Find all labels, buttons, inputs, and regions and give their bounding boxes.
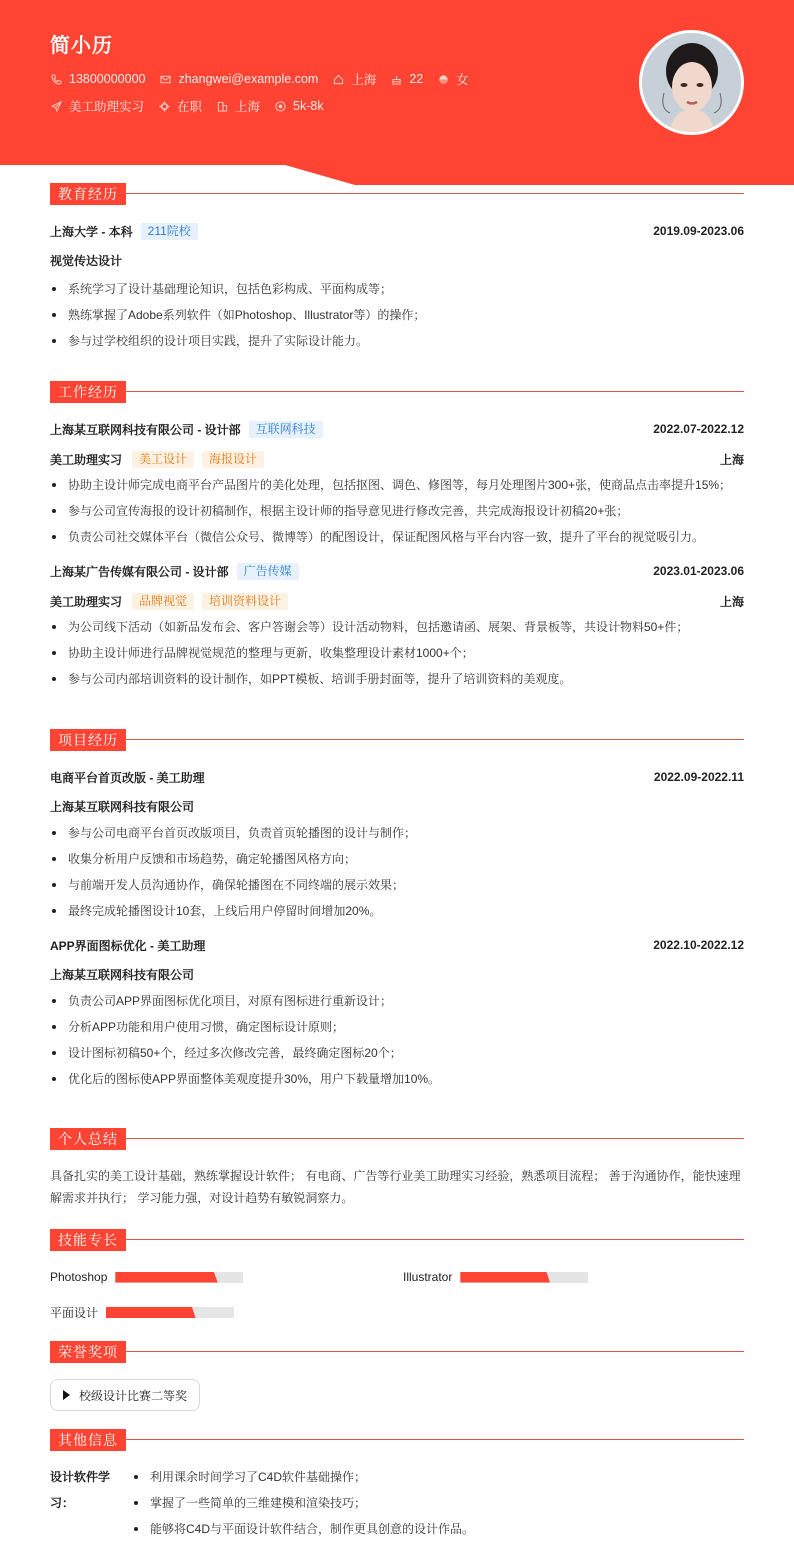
- project-company: 上海某互联网科技有限公司: [50, 968, 195, 982]
- skill-name: Illustrator: [403, 1270, 453, 1284]
- list-item: 参与过学校组织的设计项目实践，提升了实际设计能力。: [50, 328, 744, 354]
- contact-email: zhangwei@example.com: [159, 72, 318, 86]
- work-bullets: [50, 614, 744, 692]
- intent-salary: 5k-8k: [274, 99, 324, 113]
- skill-bar-fill: [460, 1272, 550, 1283]
- resume-header: [0, 0, 794, 185]
- work-city: 上海: [719, 594, 744, 609]
- status-icon: [158, 100, 170, 112]
- section-education: [50, 183, 744, 354]
- list-item: 熟练掌握了Adobe系列软件（如Photoshop、Illustrator等）的操作；: [50, 302, 744, 328]
- industry-tag: 互联网科技: [249, 421, 323, 438]
- other-bullets: [132, 1464, 474, 1542]
- section-skills: [50, 1229, 744, 1251]
- project-row: [50, 936, 744, 954]
- section-title: 个人总结: [50, 1128, 126, 1150]
- list-item: 协助主设计师进行品牌视觉规范的整理与更新，收集整理设计素材1000+个；: [50, 640, 744, 666]
- skill-bar-fill: [115, 1272, 217, 1283]
- work-period: 2022.07-2022.12: [653, 422, 744, 436]
- play-triangle-icon: [63, 1390, 70, 1400]
- skill-bar-fill: [106, 1307, 196, 1318]
- cake-icon: [390, 73, 402, 85]
- contact-gender: 女: [437, 70, 469, 88]
- list-item: 参与公司内部培训资料的设计制作，如PPT模板、培训手册封面等，提升了培训资料的美观度。: [50, 666, 744, 692]
- project-row: [50, 768, 744, 786]
- section-title: 技能专长: [50, 1229, 126, 1251]
- school-name: 上海大学 - 本科: [50, 224, 133, 239]
- list-item: 与前端开发人员沟通协作，确保轮播图在不同终端的展示效果；: [50, 872, 744, 898]
- section-projects: [50, 729, 744, 1092]
- list-item: 负责公司APP界面图标优化项目，对原有图标进行重新设计；: [50, 988, 744, 1014]
- skill-bar: [115, 1272, 243, 1283]
- project-company: 上海某互联网科技有限公司: [50, 800, 195, 814]
- list-item: 参与公司电商平台首页改版项目，负责首页轮播图的设计与制作；: [50, 820, 744, 846]
- skill-name: 平面设计: [50, 1306, 99, 1320]
- other-info-row: [50, 1464, 744, 1542]
- section-header: [50, 1128, 744, 1150]
- intent-position: 美工助理实习: [50, 97, 144, 115]
- list-item: 设计图标初稿50+个，经过多次修改完善，最终确定图标20个；: [50, 1040, 744, 1066]
- section-divider: [120, 1138, 744, 1139]
- list-item: 掌握了一些简单的三维建模和渲染技巧；: [132, 1490, 474, 1516]
- list-item: 最终完成轮播图设计10套，上线后用户停留时间增加20%。: [50, 898, 744, 924]
- section-divider: [120, 1439, 744, 1440]
- company-name: 上海某广告传媒有限公司 - 设计部: [50, 564, 229, 579]
- list-item: 优化后的图标使APP界面整体美观度提升30%，用户下载量增加10%。: [50, 1066, 744, 1092]
- intent-city: 上海: [216, 97, 260, 115]
- project-name: APP界面图标优化 - 美工助理: [50, 938, 206, 953]
- contact-phone: 13800000000: [50, 72, 145, 86]
- major: 视觉传达设计: [50, 254, 123, 268]
- section-divider: [120, 739, 744, 740]
- list-item: 分析APP功能和用户使用习惯，确定图标设计原则；: [50, 1014, 744, 1040]
- education-row: [50, 222, 744, 240]
- school-tag: 211院校: [141, 223, 198, 240]
- role: 美工助理实习: [50, 452, 123, 467]
- project-period: 2022.10-2022.12: [653, 938, 744, 952]
- building-icon: [216, 100, 228, 112]
- section-header: [50, 1341, 744, 1363]
- list-item: 协助主设计师完成电商平台产品图片的美化处理，包括抠图、调色、修图等，每月处理图片300+张，使商品点击率提升15%；: [50, 472, 744, 498]
- work-item: [50, 420, 744, 550]
- section-title: 项目经历: [50, 729, 126, 751]
- avatar-portrait-image: [642, 33, 741, 132]
- work-period: 2023.01-2023.06: [653, 564, 744, 578]
- section-divider: [120, 1351, 744, 1352]
- section-title: 教育经历: [50, 183, 126, 205]
- skill-illustrator: [403, 1270, 588, 1284]
- home-icon: [332, 73, 344, 85]
- section-title: 荣誉奖项: [50, 1341, 126, 1363]
- skill-tag: 海报设计: [202, 451, 264, 468]
- skill-bar: [460, 1272, 588, 1283]
- section-header: [50, 1429, 744, 1451]
- skill-graphic-design: [50, 1304, 234, 1321]
- other-info-key: 设计软件学习：: [50, 1470, 111, 1510]
- section-divider: [120, 193, 744, 194]
- industry-tag: 广告传媒: [237, 563, 299, 580]
- mail-icon: [159, 73, 171, 85]
- list-item: 收集分析用户反馈和市场趋势，确定轮播图风格方向；: [50, 846, 744, 872]
- project-period: 2022.09-2022.11: [653, 770, 744, 784]
- project-bullets: [50, 988, 744, 1092]
- project-name: 电商平台首页改版 - 美工助理: [50, 770, 205, 785]
- award-item[interactable]: [50, 1379, 200, 1411]
- section-header: [50, 183, 744, 205]
- contact-age: 22: [390, 72, 423, 86]
- contact-row: [50, 70, 483, 88]
- education-period: 2019.09-2023.06: [653, 224, 744, 238]
- skill-tag: 美工设计: [132, 451, 194, 468]
- project-item: [50, 768, 744, 924]
- summary-text: 具备扎实的美工设计基础，熟练掌握设计软件； 有电商、广告等行业美工助理实习经验，熟悉项目流程； 善于沟通协作，能快速理解需求并执行； 学习能力强，对设计趋势有敏锐洞察力。: [50, 1169, 741, 1205]
- company-name: 上海某互联网科技有限公司 - 设计部: [50, 422, 241, 437]
- section-header: [50, 729, 744, 751]
- section-title: 工作经历: [50, 381, 126, 403]
- skill-photoshop: [50, 1270, 243, 1284]
- education-bullets: [50, 276, 744, 354]
- list-item: 利用课余时间学习了C4D软件基础操作；: [132, 1464, 474, 1490]
- skill-tag: 培训资料设计: [202, 593, 288, 610]
- project-bullets: [50, 820, 744, 924]
- section-summary: [50, 1128, 744, 1209]
- list-item: 系统学习了设计基础理论知识，包括色彩构成、平面构成等；: [50, 276, 744, 302]
- list-item: 负责公司社交媒体平台（微信公众号、微博等）的配图设计，保证配图风格与平台内容一致，提升了平台的视觉吸引力。: [50, 524, 744, 550]
- skill-bar: [106, 1307, 234, 1318]
- skill-tag: 品牌视觉: [132, 593, 194, 610]
- work-company-row: [50, 420, 744, 438]
- work-company-row: [50, 562, 744, 580]
- section-divider: [120, 391, 744, 392]
- list-item: 为公司线下活动（如新品发布会、客户答谢会等）设计活动物料，包括邀请函、展架、背景板等，共设计物料50+件；: [50, 614, 744, 640]
- section-divider: [120, 1239, 744, 1240]
- gender-icon: [437, 73, 449, 85]
- contact-city: 上海: [332, 70, 376, 88]
- candidate-name: 简小历: [50, 35, 113, 57]
- work-role-row: [50, 450, 744, 468]
- phone-icon: [50, 73, 62, 85]
- section-header: [50, 381, 744, 403]
- work-role-row: [50, 592, 744, 610]
- section-awards: [50, 1341, 744, 1411]
- section-title: 其他信息: [50, 1429, 126, 1451]
- section-work: [50, 381, 744, 692]
- project-item: [50, 936, 744, 1092]
- role: 美工助理实习: [50, 594, 123, 609]
- salary-icon: [274, 100, 286, 112]
- intent-status: 在职: [158, 97, 202, 115]
- job-intent-row: [50, 97, 338, 115]
- list-item: 参与公司宣传海报的设计初稿制作，根据主设计师的指导意见进行修改完善，共完成海报设计初稿20+张；: [50, 498, 744, 524]
- work-city: 上海: [719, 452, 744, 467]
- work-bullets: [50, 472, 744, 550]
- avatar: [639, 30, 744, 135]
- list-item: 能够将C4D与平面设计软件结合，制作更具创意的设计作品。: [132, 1516, 474, 1542]
- award-label: 校级设计比赛二等奖: [79, 1388, 188, 1403]
- skill-name: Photoshop: [50, 1270, 108, 1284]
- send-icon: [50, 100, 62, 112]
- section-header: [50, 1229, 744, 1251]
- section-other: [50, 1429, 744, 1542]
- work-item: [50, 562, 744, 692]
